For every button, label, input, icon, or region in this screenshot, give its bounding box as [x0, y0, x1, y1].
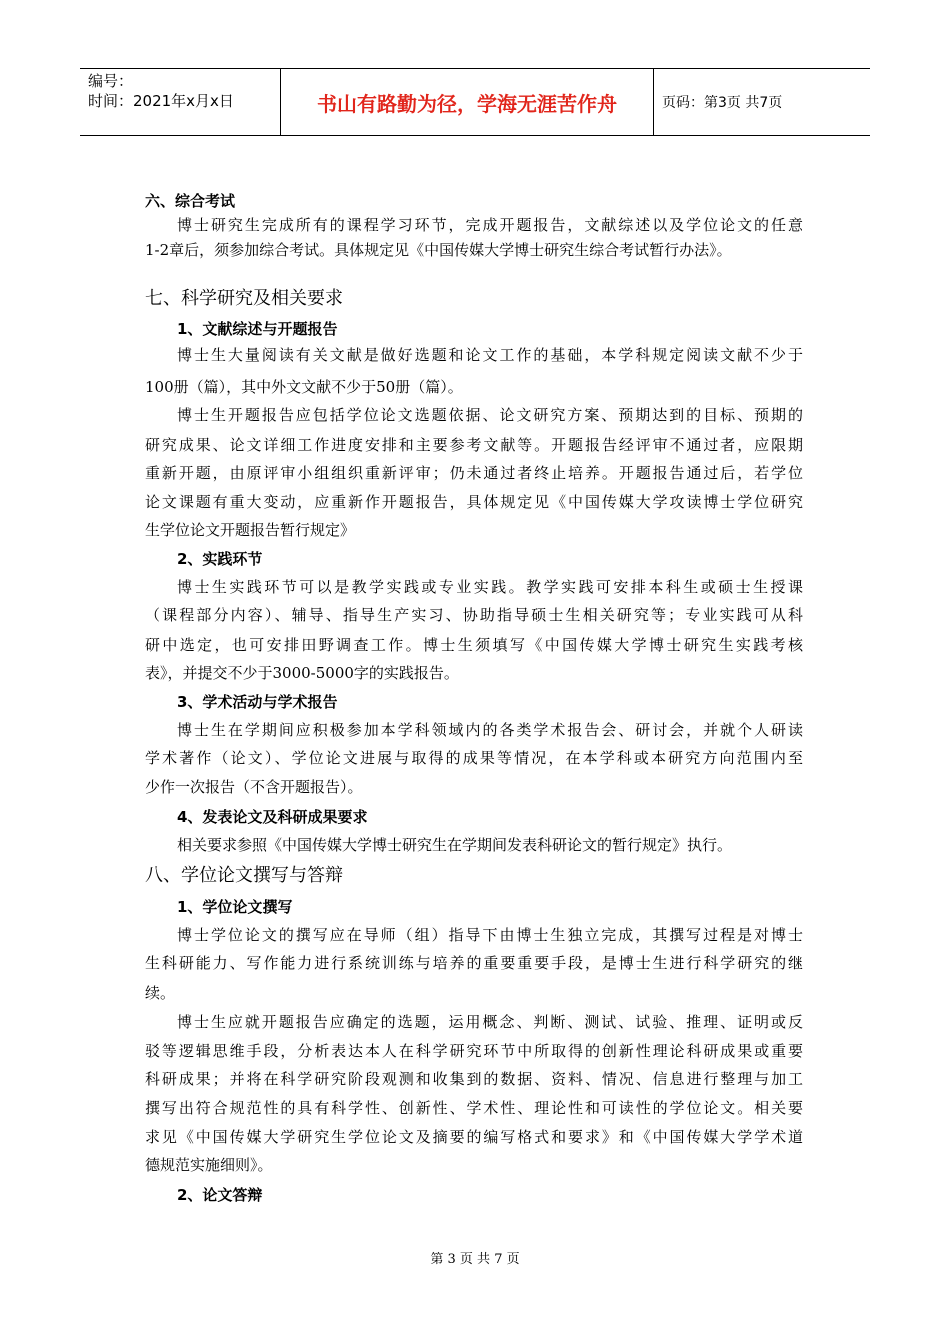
paragraph-line: 论文课题有重大变动，应重新作开题报告，具体规定见《中国传媒大学攻读博士学位研究 [145, 493, 803, 511]
paragraph-line: 研中选定，也可安排田野调查工作。博士生须填写《中国传媒大学博士研究生实践考核 [145, 636, 803, 654]
header-number: 编号： [88, 72, 134, 90]
section-heading: 八、学位论文撰写与答辩 [145, 865, 343, 886]
paragraph-line: 博士生实践环节可以是教学实践或专业实践。教学实践可安排本科生或硕士生授课 [177, 578, 803, 596]
paragraph-line: 1-2章后，须参加综合考试。具体规定见《中国传媒大学博士研究生综合考试暂行办法》。 [145, 241, 732, 259]
paragraph-line: 少作一次报告（不含开题报告）。 [145, 778, 363, 796]
subsection-heading: 1、学位论文撰写 [177, 898, 293, 916]
paragraph-line: 表》，并提交不少于3000-5000字的实践报告。 [145, 664, 459, 682]
paragraph-line: 德规范实施细则》。 [145, 1156, 273, 1174]
subsection-heading: 4、发表论文及科研成果要求 [177, 808, 368, 826]
paragraph-line: 100册（篇），其中外文文献不少于50册（篇）。 [145, 378, 463, 396]
paragraph-line: 科研成果；并将在科学研究阶段观测和收集到的数据、资料、情况、信息进行整理与加工 [145, 1070, 803, 1088]
page-header [80, 68, 870, 136]
subsection-heading: 1、文献综述与开题报告 [177, 320, 338, 338]
paragraph-line: （课程部分内容）、辅导、指导生产实习、协助指导硕士生相关研究等；专业实践可从科 [145, 606, 803, 624]
paragraph-line: 学术著作（论文）、学位论文进展与取得的成果等情况，在本学科或本研究方向范围内至 [145, 749, 803, 767]
paragraph-line: 博士学位论文的撰写应在导师（组）指导下由博士生独立完成，其撰写过程是对博士 [177, 926, 803, 944]
subsection-heading: 3、学术活动与学术报告 [177, 693, 338, 711]
header-page-number: 页码：第3页 共7页 [662, 95, 783, 111]
paragraph-line: 求见《中国传媒大学研究生学位论文及摘要的编写格式和要求》和《中国传媒大学学术道 [145, 1128, 803, 1146]
paragraph-line: 博士生大量阅读有关文献是做好选题和论文工作的基础，本学科规定阅读文献不少于 [177, 346, 803, 364]
paragraph-line: 博士生开题报告应包括学位论文选题依据、论文研究方案、预期达到的目标、预期的 [177, 406, 803, 424]
paragraph-line: 生科研能力、写作能力进行系统训练与培养的重要重要手段，是博士生进行科学研究的继 [145, 954, 803, 972]
paragraph-line: 驳等逻辑思维手段，分析表达本人在科学研究环节中所取得的创新性理论科研成果或重要 [145, 1042, 803, 1060]
paragraph-line: 博士研究生完成所有的课程学习环节，完成开题报告，文献综述以及学位论文的任意 [177, 216, 803, 234]
paragraph-line: 重新开题，由原评审小组组织重新评审；仍未通过者终止培养。开题报告通过后，若学位 [145, 464, 803, 482]
header-motto: 书山有路勤为径，学海无涯苦作舟 [281, 69, 654, 135]
paragraph-line: 博士生应就开题报告应确定的选题，运用概念、判断、测试、试验、推理、证明或反 [177, 1013, 803, 1031]
section-heading: 六、综合考试 [145, 192, 236, 210]
header-meta [80, 69, 281, 135]
header-date: 时间：2021年x月x日 [88, 92, 234, 110]
paragraph-line: 博士生在学期间应积极参加本学科领域内的各类学术报告会、研讨会，并就个人研读 [177, 721, 803, 739]
paragraph-line: 续。 [145, 984, 176, 1002]
section-heading: 七、科学研究及相关要求 [145, 288, 343, 309]
paragraph-line: 相关要求参照《中国传媒大学博士研究生在学期间发表科研论文的暂行规定》执行。 [177, 836, 733, 854]
paragraph-line: 生学位论文开题报告暂行规定》 [145, 521, 356, 539]
subsection-heading: 2、实践环节 [177, 550, 263, 568]
paragraph-line: 研究成果、论文详细工作进度安排和主要参考文献等。开题报告经评审不通过者，应限期 [145, 436, 803, 454]
subsection-heading: 2、论文答辩 [177, 1186, 263, 1204]
paragraph-line: 撰写出符合规范性的具有科学性、创新性、学术性、理论性和可读性的学位论文。相关要 [145, 1099, 803, 1117]
page-footer: 第 3 页 共 7 页 [430, 1252, 520, 1267]
